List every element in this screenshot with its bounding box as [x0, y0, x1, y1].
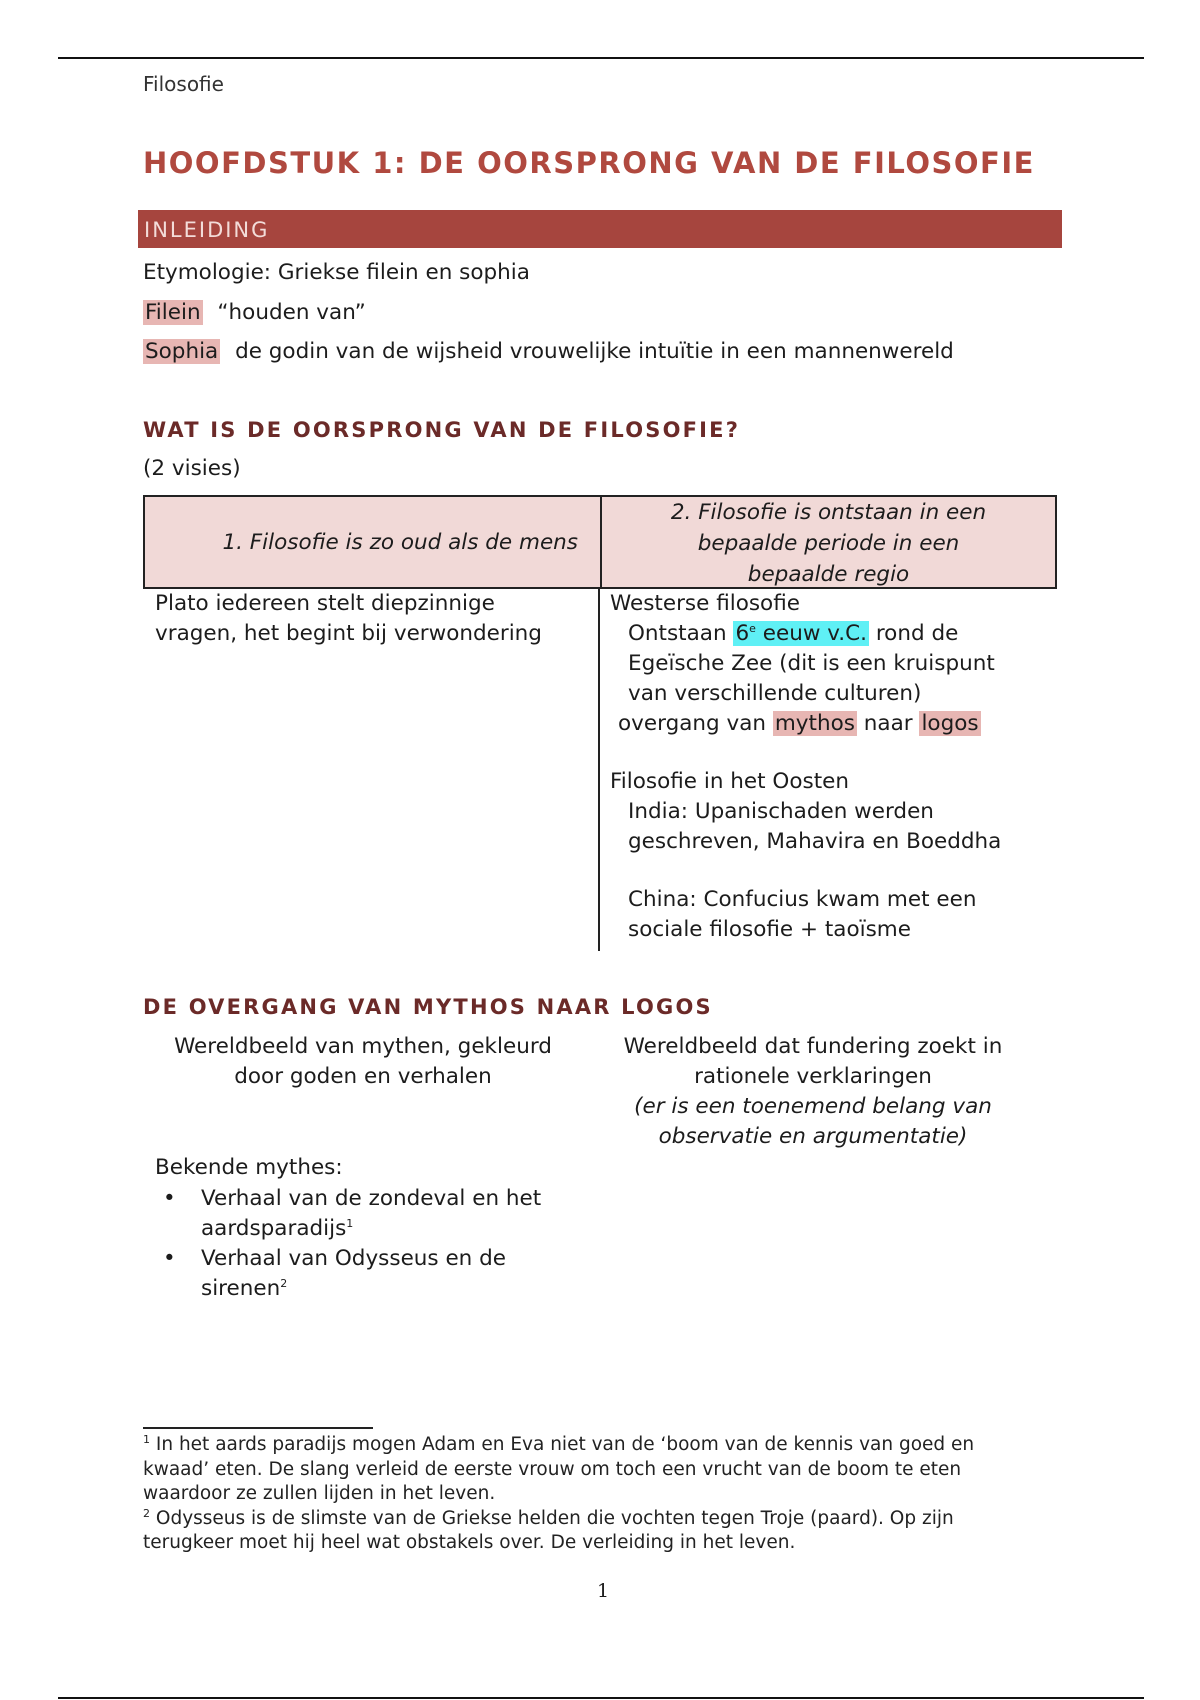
- running-header: Filosofie: [143, 72, 224, 96]
- myth-line: [201, 1274, 595, 1304]
- filein-line: [143, 298, 366, 328]
- vision-1-header: 1. Filosofie is zo oud als de mens: [222, 529, 578, 555]
- century-highlight: [733, 621, 869, 646]
- bullet: •: [163, 1246, 176, 1271]
- east-india-line: geschreven, Mahavira en Boeddha: [628, 829, 1002, 854]
- east-title: Filosofie in het Oosten: [610, 769, 849, 794]
- myth-line: [201, 1214, 595, 1244]
- west-line: van verschillende culturen): [628, 681, 922, 706]
- list-item: [155, 1244, 595, 1304]
- west-title: Westerse filosofie: [610, 591, 800, 616]
- transition-mid: naar: [856, 711, 920, 736]
- footnote-rule: [143, 1427, 373, 1429]
- origin-heading: WAT IS DE OORSPRONG VAN DE FILOSOFIE?: [143, 418, 741, 442]
- filein-definition: “houden van”: [217, 300, 366, 325]
- footnote-ref-2[interactable]: 2: [280, 1276, 288, 1290]
- footnote-text: kwaad’ eten. De slang verleid de eerste vrouw om toch een vrucht van de boom te eten: [143, 1458, 962, 1480]
- column-divider: [598, 589, 600, 951]
- vision-1-text: Plato iedereen stelt diepzinnige: [155, 591, 495, 616]
- west-origin-label: Ontstaan: [628, 621, 727, 646]
- logos-term: logos: [921, 711, 979, 736]
- footnotes: [143, 1433, 1063, 1556]
- mythos-logos-line: [610, 709, 1050, 739]
- myth-line: Verhaal van Odysseus en de: [201, 1246, 507, 1271]
- etymology-line: Etymologie: Griekse filein en sophia: [143, 260, 530, 285]
- logos-worldview-line: rationele verklaringen: [694, 1064, 932, 1089]
- footnote-text: waardoor ze zullen lijden in het leven.: [143, 1483, 496, 1504]
- vision-1-cell: [155, 589, 585, 649]
- footnote-text: terugkeer moet hij heel wat obstakels over. De verleiding in het leven.: [143, 1532, 796, 1553]
- footnote-text: Odysseus is de slimste van de Griekse helden die vochten tegen Troje (paard). Op zijn: [155, 1507, 954, 1529]
- west-origin-rest: rond de: [868, 621, 959, 646]
- mythos-worldview-line: door goden en verhalen: [234, 1064, 492, 1089]
- logos-worldview-line: Wereldbeeld dat fundering zoekt in: [623, 1034, 1003, 1059]
- myth-line: Verhaal van de zondeval en het: [201, 1186, 542, 1211]
- mythos-term: mythos: [774, 711, 855, 736]
- visions-table-header: [143, 495, 1057, 589]
- east-china-line: China: Confucius kwam met een: [628, 887, 977, 912]
- vision-1-text: vragen, het begint bij verwondering: [155, 621, 542, 646]
- chapter-title: HOOFDSTUK 1: DE OORSPRONG VAN DE FILOSOFIE: [143, 146, 1035, 180]
- mythos-worldview-line: Wereldbeeld van mythen, gekleurd: [174, 1034, 552, 1059]
- sophia-line: [143, 337, 954, 367]
- footnote-2: [143, 1507, 1063, 1556]
- vision-2-header-line: bepaalde regio: [747, 562, 910, 587]
- east-india-line: India: Upanischaden werden: [628, 799, 934, 824]
- page-number: 1: [596, 1580, 610, 1602]
- section-bar-inleiding: INLEIDING: [138, 210, 1062, 248]
- footnote-number: 1: [143, 1432, 150, 1446]
- myth-text: aardsparadijs: [201, 1216, 347, 1241]
- filein-term: Filein: [145, 300, 201, 325]
- east-china-line: sociale filosofie + taoïsme: [628, 917, 911, 942]
- myth-text: sirenen: [201, 1276, 281, 1301]
- vision-2-header-line: bepaalde periode in een: [697, 531, 960, 556]
- transition-prefix: overgang van: [618, 711, 773, 736]
- century-text: eeuw v.C.: [755, 621, 867, 646]
- footnote-text: In het aards paradijs mogen Adam en Eva niet van de ‘boom van de kennis van goed en: [155, 1434, 975, 1455]
- logos-worldview-note: observatie en argumentatie): [658, 1124, 968, 1149]
- logos-worldview: [593, 1032, 1033, 1152]
- west-origin-line: [610, 619, 1050, 649]
- vision-2-header-line: 2. Filosofie is ontstaan in een: [670, 500, 987, 525]
- myths-label: Bekende mythes:: [155, 1155, 343, 1180]
- footnote-1: [143, 1433, 1063, 1507]
- top-rule: [58, 57, 1144, 59]
- list-item: [155, 1184, 595, 1244]
- footnote-ref-1[interactable]: 1: [346, 1216, 354, 1230]
- vision-2-cell: [610, 589, 1050, 945]
- transition-heading: DE OVERGANG VAN MYTHOS NAAR LOGOS: [143, 995, 713, 1019]
- century-number: 6: [735, 621, 750, 646]
- vision-2-header: [602, 497, 1055, 587]
- century-suffix: e: [749, 621, 756, 635]
- mythos-worldview: [143, 1032, 583, 1092]
- bottom-rule: [58, 1697, 1144, 1699]
- footnote-number: 2: [143, 1506, 150, 1520]
- myths-list: [155, 1184, 595, 1304]
- sophia-term: Sophia: [145, 339, 219, 364]
- west-line: Egeïsche Zee (dit is een kruispunt: [628, 651, 995, 676]
- origin-subtitle: (2 visies): [143, 456, 241, 481]
- sophia-definition: de godin van de wijsheid vrouwelijke intuïtie in een mannenwereld: [235, 339, 954, 364]
- bullet: •: [163, 1186, 176, 1211]
- logos-worldview-note: (er is een toenemend belang van: [634, 1094, 992, 1119]
